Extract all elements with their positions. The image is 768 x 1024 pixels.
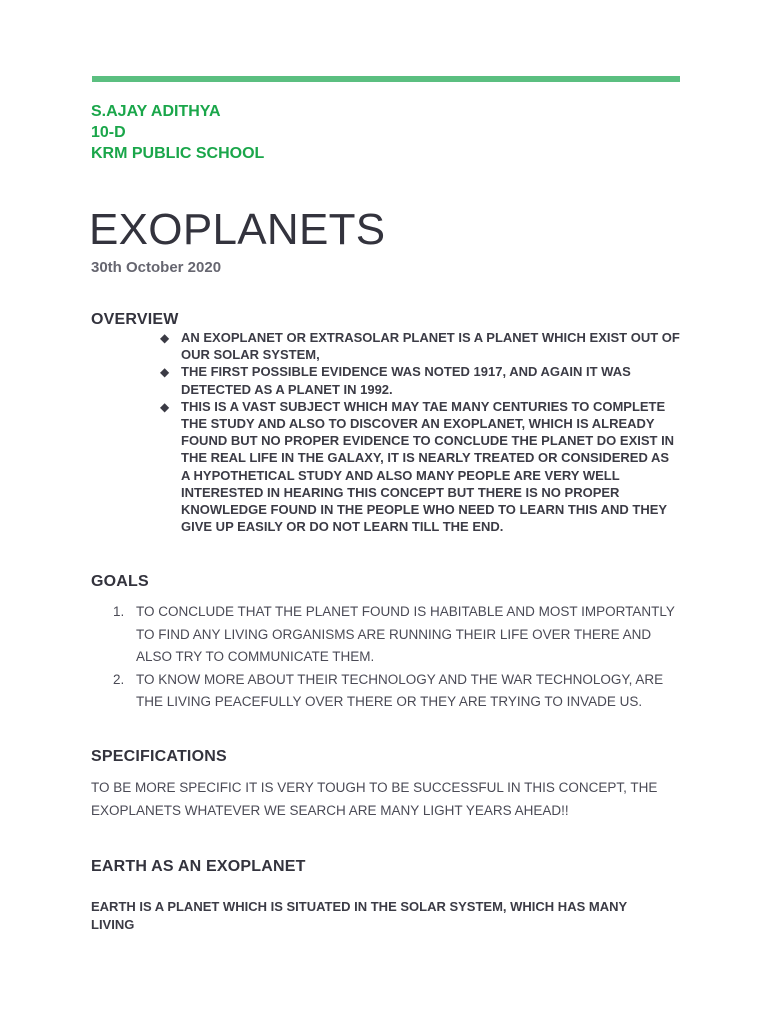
list-item <box>113 669 683 714</box>
overview-list <box>160 329 680 535</box>
diamond-bullet-icon: ◆ <box>160 331 170 345</box>
author-name: S.AJAY ADITHYA <box>91 103 221 120</box>
earth-heading: EARTH AS AN EXOPLANET <box>91 858 306 875</box>
document-title: EXOPLANETS <box>89 205 386 254</box>
list-item <box>113 601 683 669</box>
earth-paragraph: EARTH IS A PLANET WHICH IS SITUATED IN THE SOLAR SYSTEM, WHICH HAS MANY LIVING <box>91 899 627 932</box>
goals-heading: GOALS <box>91 573 149 590</box>
overview-heading: OVERVIEW <box>91 311 179 328</box>
author-block <box>91 101 264 164</box>
document-date: 30th October 2020 <box>91 259 222 276</box>
list-item <box>160 329 680 363</box>
goals-list <box>113 601 683 714</box>
diamond-bullet-icon: ◆ <box>160 365 170 380</box>
list-item <box>160 363 680 397</box>
list-item-number: 1. <box>113 604 125 619</box>
list-item-text: THE FIRST POSSIBLE EVIDENCE WAS NOTED 1917, AND AGAIN IT WAS DETECTED AS A PLANET IN 1992. <box>181 364 631 397</box>
specifications-heading: SPECIFICATIONS <box>91 748 227 765</box>
author-class: 10-D <box>91 124 126 141</box>
top-accent-rule <box>92 76 680 82</box>
list-item-number: 2. <box>113 671 125 687</box>
list-item-text: TO CONCLUDE THAT THE PLANET FOUND IS HABITABLE AND MOST IMPORTANTLY TO FIND ANY LIVING ORGANISMS ARE RUNNING THEIR LIFE OVER THERE AND ALSO TRY TO COMMUNICATE THEM. <box>136 604 675 664</box>
author-school: KRM PUBLIC SCHOOL <box>91 145 265 162</box>
diamond-bullet-icon: ◆ <box>160 399 170 414</box>
list-item-text: TO KNOW MORE ABOUT THEIR TECHNOLOGY AND THE WAR TECHNOLOGY, ARE THE LIVING PEACEFULLY OVER THERE OR THEY ARE TRYING TO INVADE US. <box>136 671 664 709</box>
list-item <box>160 398 680 536</box>
list-item-text: AN EXOPLANET OR EXTRASOLAR PLANET IS A PLANET WHICH EXIST OUT OF OUR SOLAR SYSTEM, <box>181 330 680 363</box>
list-item-text: THIS IS A VAST SUBJECT WHICH MAY TAE MANY CENTURIES TO COMPLETE THE STUDY AND ALSO TO DISCOVER AN EXOPLANET, WHICH IS ALREADY FOUND BUT NO PROPER EVIDENCE TO CONCLUDE THE PLANET DO EXIST IN THE REAL LIFE IN THE GALAXY, IT IS NEARLY TREATED OR CONSIDERED AS A HYPOTHETICAL STUDY AND ALSO MANY PEOPLE ARE VERY WELL INTERESTED IN HEARING THIS CONCEPT BUT THERE IS NO PROPER KNOWLEDGE FOUND IN THE PEOPLE WHO NEED TO LEARN THIS AND THEY GIVE UP EASILY OR DO NOT LEARN TILL THE END. <box>181 398 675 535</box>
specifications-paragraph: TO BE MORE SPECIFIC IT IS VERY TOUGH TO BE SUCCESSFUL IN THIS CONCEPT, THE EXOPLANETS WHATEVER WE SEARCH ARE MANY LIGHT YEARS AHEAD!! <box>91 780 658 818</box>
